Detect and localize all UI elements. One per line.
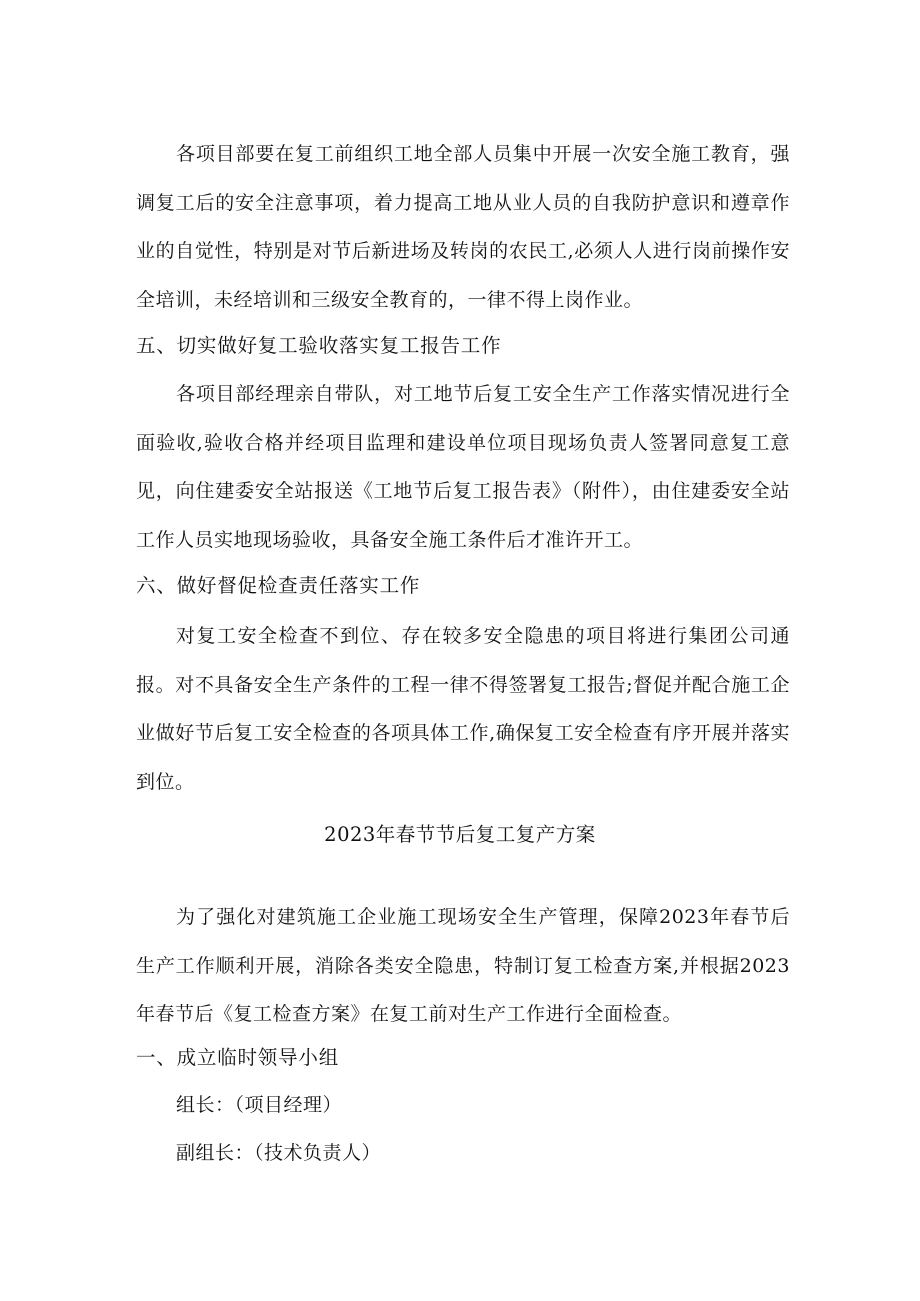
section-heading-6: 六、做好督促检查责任落实工作 bbox=[136, 574, 421, 597]
section-heading-1: 一、成立临时领导小组 bbox=[136, 1046, 340, 1069]
section-heading-5: 五、切实做好复工验收落实复工报告工作 bbox=[136, 334, 502, 357]
paragraph-acceptance-report: 各项目部经理亲自带队，对工地节后复工安全生产工作落实情况进行全面验收,验收合格并经项目监理和建设单位项目现场负责人签署同意复工意见，向住建委安全站报送《工地节后复工报告表》（附件），由住建委安全站工作人员实地现场验收，具备安全施工条件后才准许开工。 bbox=[136, 383, 790, 551]
document-title: 2023年春节节后复工复产方案 bbox=[324, 823, 596, 846]
group-leader-line: 组长：（项目经理） bbox=[176, 1094, 343, 1116]
deputy-leader-line: 副组长：（技术负责人） bbox=[176, 1142, 382, 1164]
paragraph-supervision: 对复工安全检查不到位、存在较多安全隐患的项目将进行集团公司通报。对不具备安全生产条件的工程一律不得签署复工报告;督促并配合施工企业做好节后复工安全检查的各项具体工作,确保复工安全检查有序开展并落实到位。 bbox=[136, 625, 790, 793]
paragraph-introduction: 为了强化对建筑施工企业施工现场安全生产管理，保障2023年春节后生产工作顺利开展，消除各类安全隐患，特制订复工检查方案,并根据2023年春节后《复工检查方案》在复工前对生产工作进行全面检查。 bbox=[136, 906, 790, 1025]
paragraph-safety-education: 各项目部要在复工前组织工地全部人员集中开展一次安全施工教育，强调复工后的安全注意事项，着力提高工地从业人员的自我防护意识和遵章作业的自觉性，特别是对节后新进场及转岗的农民工,必须人人进行岗前操作安全培训，未经培训和三级安全教育的，一律不得上岗作业。 bbox=[136, 143, 790, 311]
